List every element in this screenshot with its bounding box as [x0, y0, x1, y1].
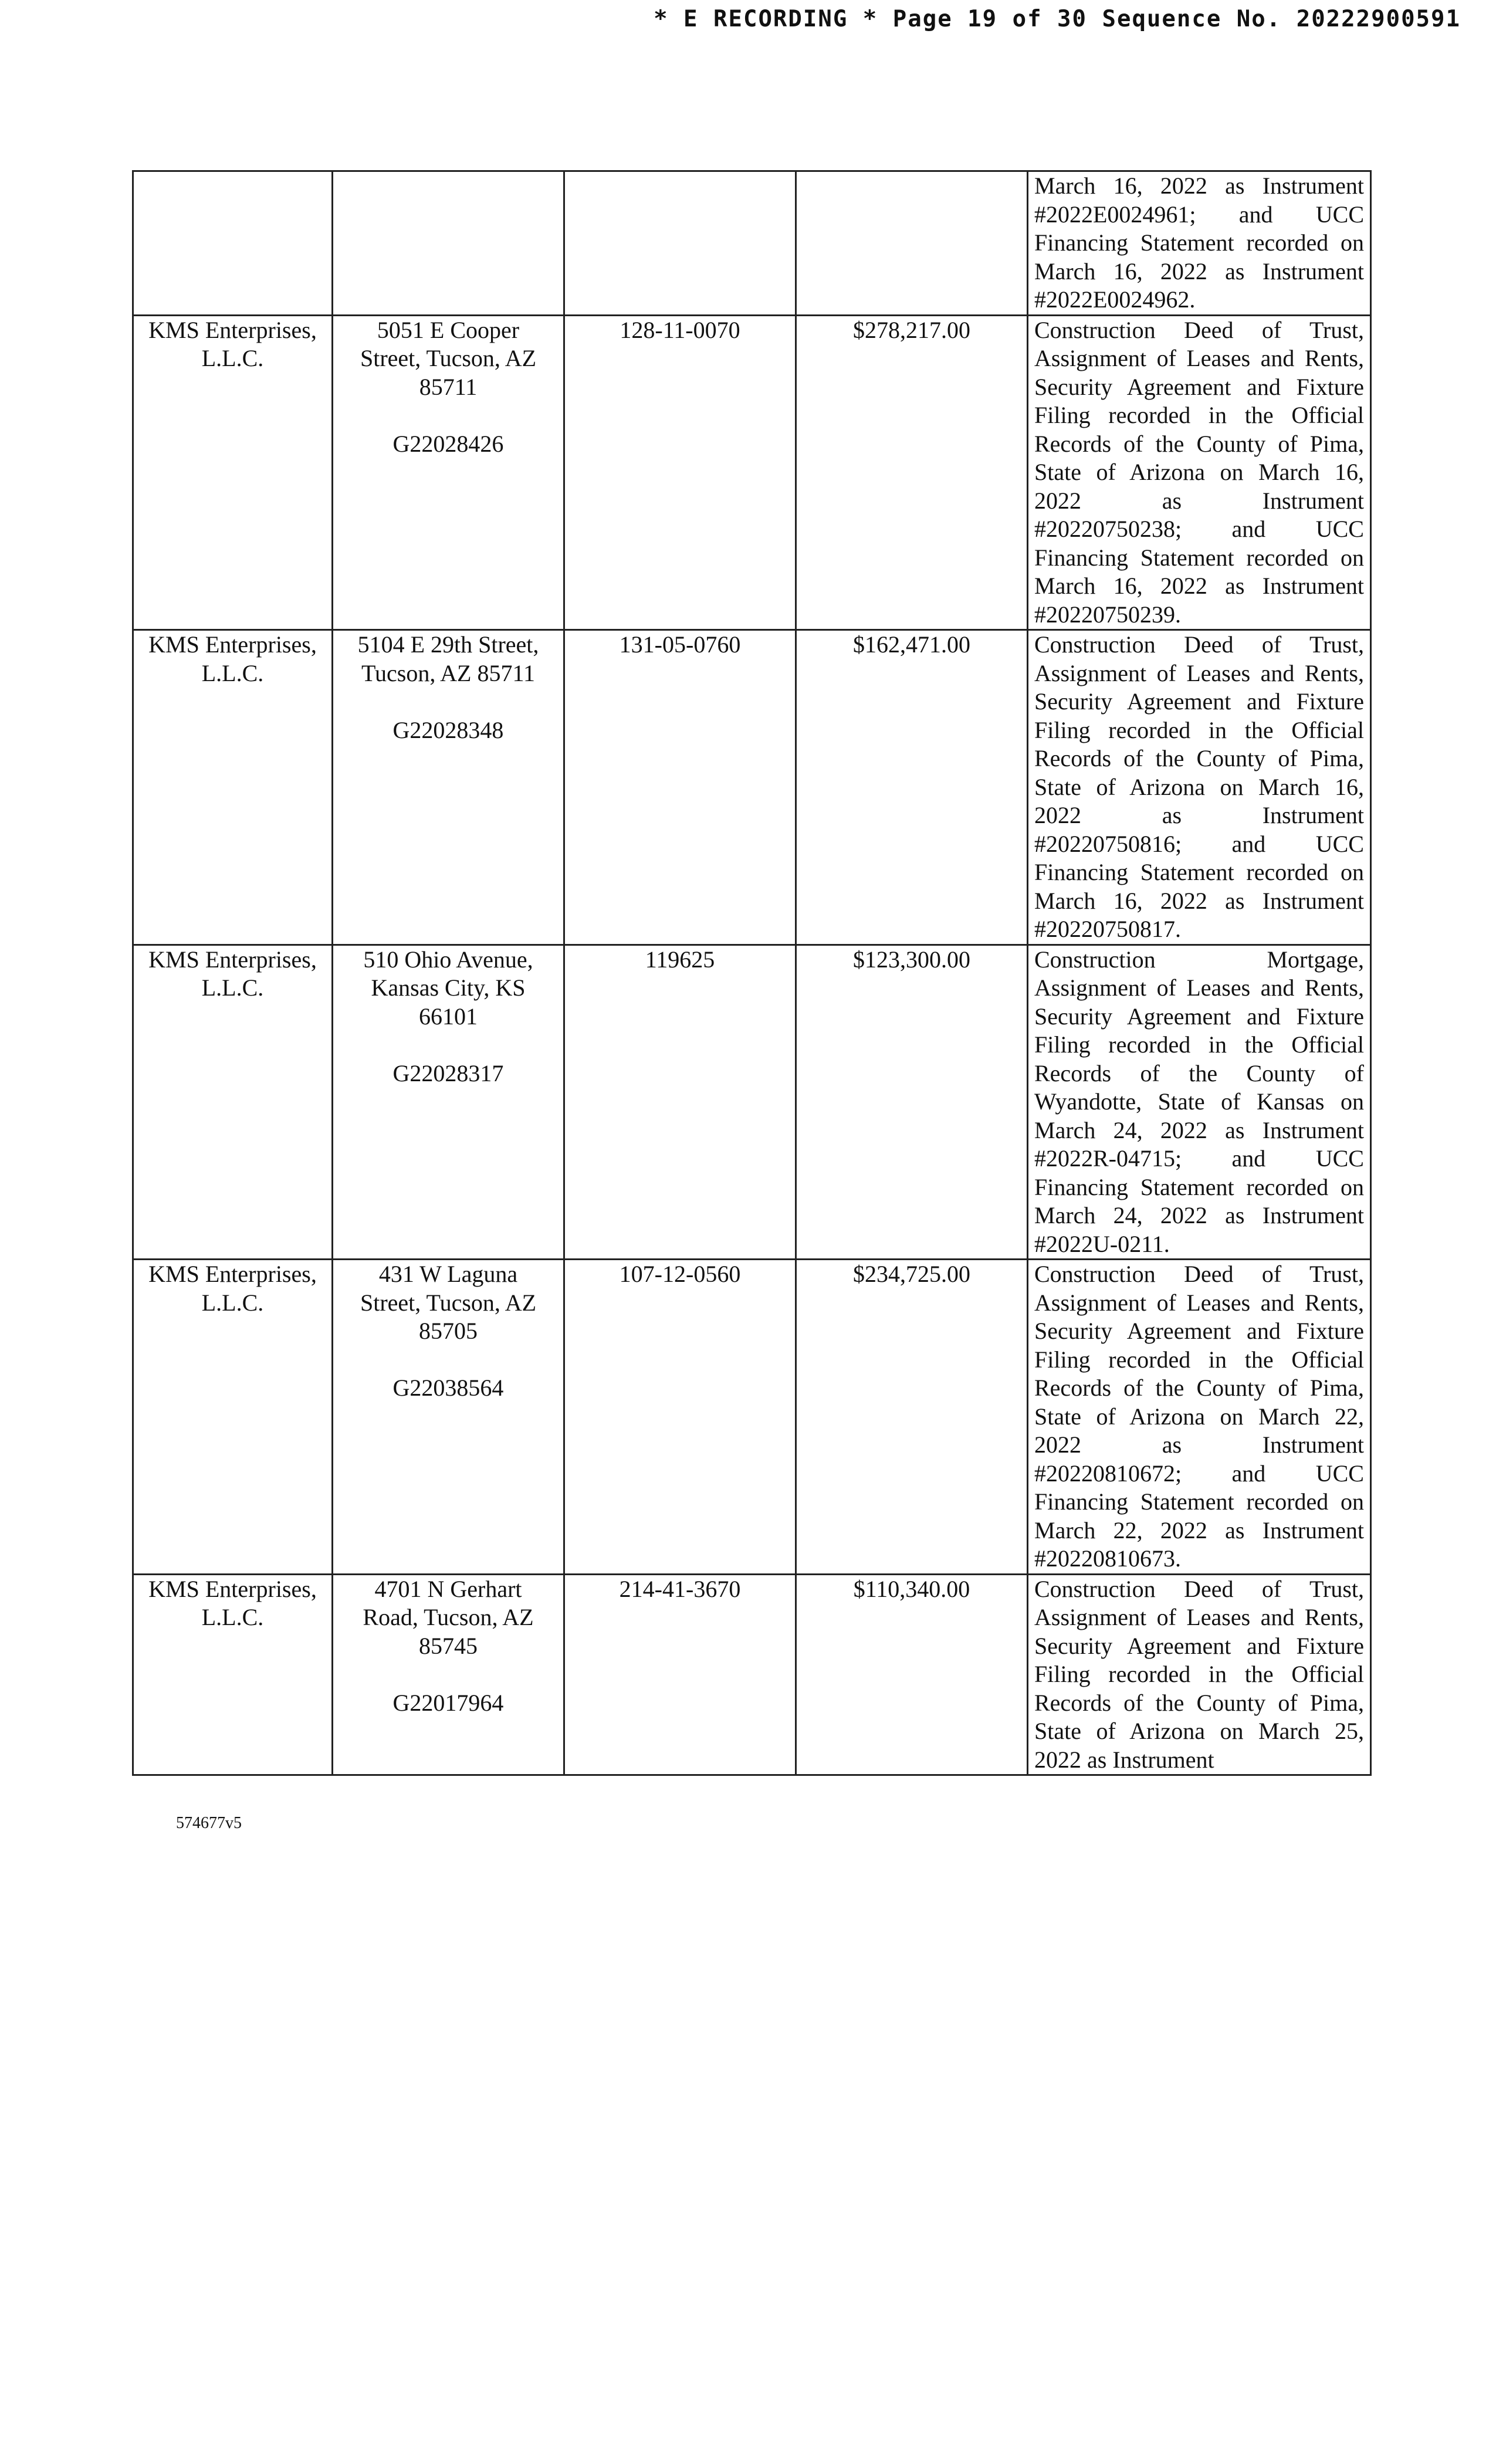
parcel-code: G22017964: [392, 1689, 504, 1716]
address-line: 431 W Laguna: [378, 1261, 518, 1287]
parcel-code: G22038564: [392, 1375, 504, 1401]
owner-cell: KMS Enterprises, L.L.C.: [133, 945, 333, 1260]
description-cell: March 16, 2022 as Instrument #2022E0024961; and UCC Financing Statement recorded on March 16, 2022 as Instrument #2022E0024962.: [1028, 171, 1371, 316]
amount-cell: $162,471.00: [796, 630, 1028, 945]
address-spacer: [339, 1031, 557, 1060]
address-cell: [333, 1260, 564, 1575]
address-line: 510 Ohio Avenue,: [363, 946, 533, 973]
parcel-code: G22028426: [392, 430, 504, 457]
amount-cell: [796, 171, 1028, 316]
description-cell: Construction Deed of Trust, Assignment of Leases and Rents, Security Agreement and Fixture Filing recorded in the Official Records of the County of Pima, State of Arizona on March 25, 2022 as Instrument: [1028, 1574, 1371, 1775]
table-row: [133, 630, 1371, 945]
property-records-body: [133, 171, 1371, 1775]
apn-cell: 131-05-0760: [564, 630, 796, 945]
owner-cell: KMS Enterprises, L.L.C.: [133, 1574, 333, 1775]
address-line: 85711: [419, 373, 478, 400]
address-line: 85705: [419, 1318, 478, 1344]
description-cell: Construction Deed of Trust, Assignment of Leases and Rents, Security Agreement and Fixture Filing recorded in the Official Records of the County of Pima, State of Arizona on March 16, 2022 as Instrument #20220750238; and UCC Financing Statement recorded on March 16, 2022 as Instrument #20220750239.: [1028, 315, 1371, 630]
description-cell: Construction Deed of Trust, Assignment of Leases and Rents, Security Agreement and Fixture Filing recorded in the Official Records of the County of Pima, State of Arizona on March 16, 2022 as Instrument #20220750816; and UCC Financing Statement recorded on March 16, 2022 as Instrument #20220750817.: [1028, 630, 1371, 945]
table-row: [133, 1260, 1371, 1575]
owner-cell: [133, 171, 333, 316]
address-line: Road, Tucson, AZ: [363, 1604, 534, 1630]
parcel-code: G22028317: [392, 1060, 504, 1087]
address-spacer: [339, 1346, 557, 1375]
address-line: Tucson, AZ 85711: [361, 659, 535, 686]
address-cell: [333, 171, 564, 316]
address-spacer: [339, 688, 557, 716]
table-row: [133, 315, 1371, 630]
address-line: 85745: [419, 1632, 478, 1659]
address-cell: [333, 315, 564, 630]
parcel-code: G22028348: [392, 716, 504, 743]
table-row: [133, 1574, 1371, 1775]
address-cell: [333, 945, 564, 1260]
apn-cell: 214-41-3670: [564, 1574, 796, 1775]
amount-cell: $278,217.00: [796, 315, 1028, 630]
amount-cell: $234,725.00: [796, 1260, 1028, 1575]
apn-cell: [564, 171, 796, 316]
apn-cell: 128-11-0070: [564, 315, 796, 630]
address-line: Street, Tucson, AZ: [360, 345, 537, 371]
property-records-table: [132, 170, 1372, 1776]
description-cell: Construction Mortgage, Assignment of Leases and Rents, Security Agreement and Fixture Filing recorded in the Official Records of the County of Wyandotte, State of Kansas on March 24, 2022 as Instrument #2022R-04715; and UCC Financing Statement recorded on March 24, 2022 as Instrument #2022U-0211.: [1028, 945, 1371, 1260]
document-id: 574677v5: [176, 1814, 242, 1832]
owner-cell: KMS Enterprises, L.L.C.: [133, 1260, 333, 1575]
address-line: 66101: [419, 1003, 478, 1030]
address-cell: [333, 1574, 564, 1775]
address-line: 5051 E Cooper: [377, 316, 520, 343]
address-line: Street, Tucson, AZ: [360, 1289, 537, 1316]
address-cell: [333, 630, 564, 945]
table-row: [133, 171, 1371, 316]
address-line: 5104 E 29th Street,: [357, 631, 539, 658]
address-line: Kansas City, KS: [371, 974, 526, 1001]
apn-cell: 119625: [564, 945, 796, 1260]
owner-cell: KMS Enterprises, L.L.C.: [133, 315, 333, 630]
address-spacer: [339, 401, 557, 430]
apn-cell: 107-12-0560: [564, 1260, 796, 1575]
amount-cell: $110,340.00: [796, 1574, 1028, 1775]
address-line: 4701 N Gerhart: [374, 1575, 522, 1602]
description-cell: Construction Deed of Trust, Assignment of Leases and Rents, Security Agreement and Fixture Filing recorded in the Official Records of the County of Pima, State of Arizona on March 22, 2022 as Instrument #20220810672; and UCC Financing Statement recorded on March 22, 2022 as Instrument #20220810673.: [1028, 1260, 1371, 1575]
address-spacer: [339, 1660, 557, 1689]
amount-cell: $123,300.00: [796, 945, 1028, 1260]
table-row: [133, 945, 1371, 1260]
owner-cell: KMS Enterprises, L.L.C.: [133, 630, 333, 945]
recording-header: * E RECORDING * Page 19 of 30 Sequence No. 20222900591: [654, 6, 1461, 32]
